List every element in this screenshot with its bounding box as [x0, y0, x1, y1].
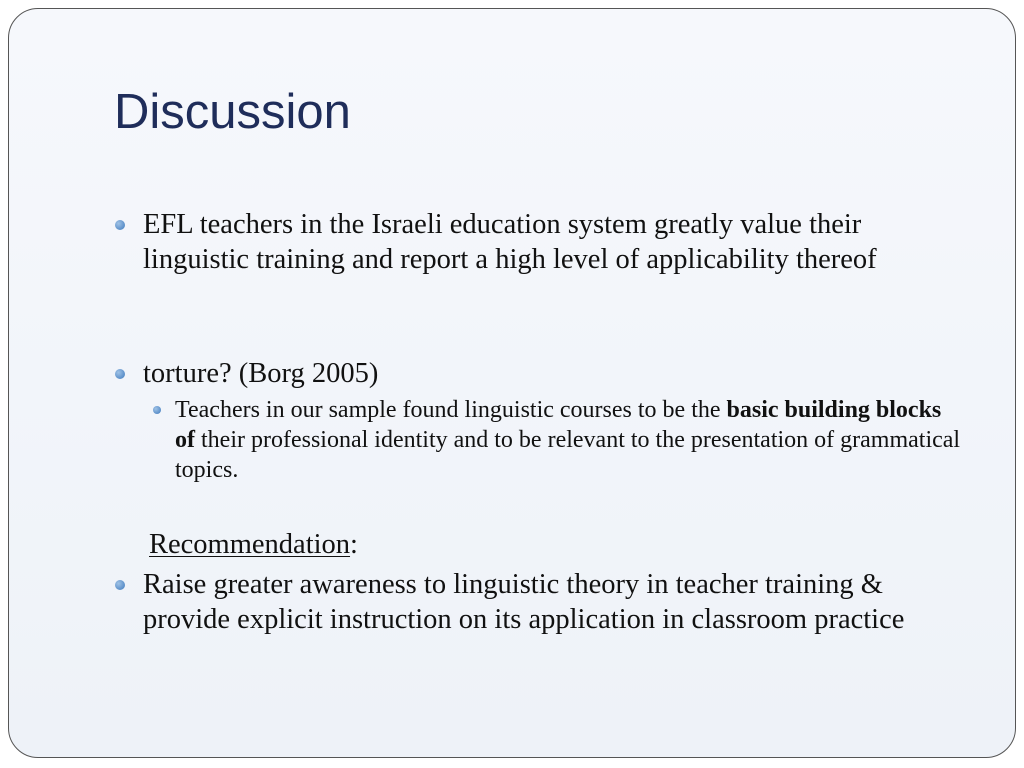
sub-bullet-dot-icon [153, 406, 161, 414]
bullet-text: torture? (Borg 2005) [143, 358, 379, 389]
bullet-dot-icon [115, 220, 125, 230]
recommendation-label: Recommendation [149, 529, 351, 560]
bullet-teachers-value-training [143, 207, 973, 277]
bullet-raise-awareness [143, 567, 973, 637]
slide-title: Discussion [114, 85, 351, 139]
sub-bullet-text-part2: their professional identity and to be relevant to the presentation of grammatical topics. [175, 427, 961, 483]
sub-bullet-sample-findings [175, 395, 965, 485]
recommendation-heading [149, 527, 358, 562]
bullet-text: Raise greater awareness to linguistic theory in teacher training & provide explicit instruction on its application in classroom practice [143, 569, 905, 635]
bullet-torture-borg [143, 356, 973, 391]
sub-bullet-bold-text: basic building blocks of [175, 397, 942, 453]
bullet-text: EFL teachers in the Israeli education system greatly value their linguistic training and report a high level of applicability thereof [143, 209, 877, 275]
sub-bullet-text-part1: Teachers in our sample found linguistic courses to be the [175, 397, 727, 423]
bullet-dot-icon [115, 580, 125, 590]
recommendation-colon: : [350, 529, 358, 560]
bullet-dot-icon [115, 369, 125, 379]
